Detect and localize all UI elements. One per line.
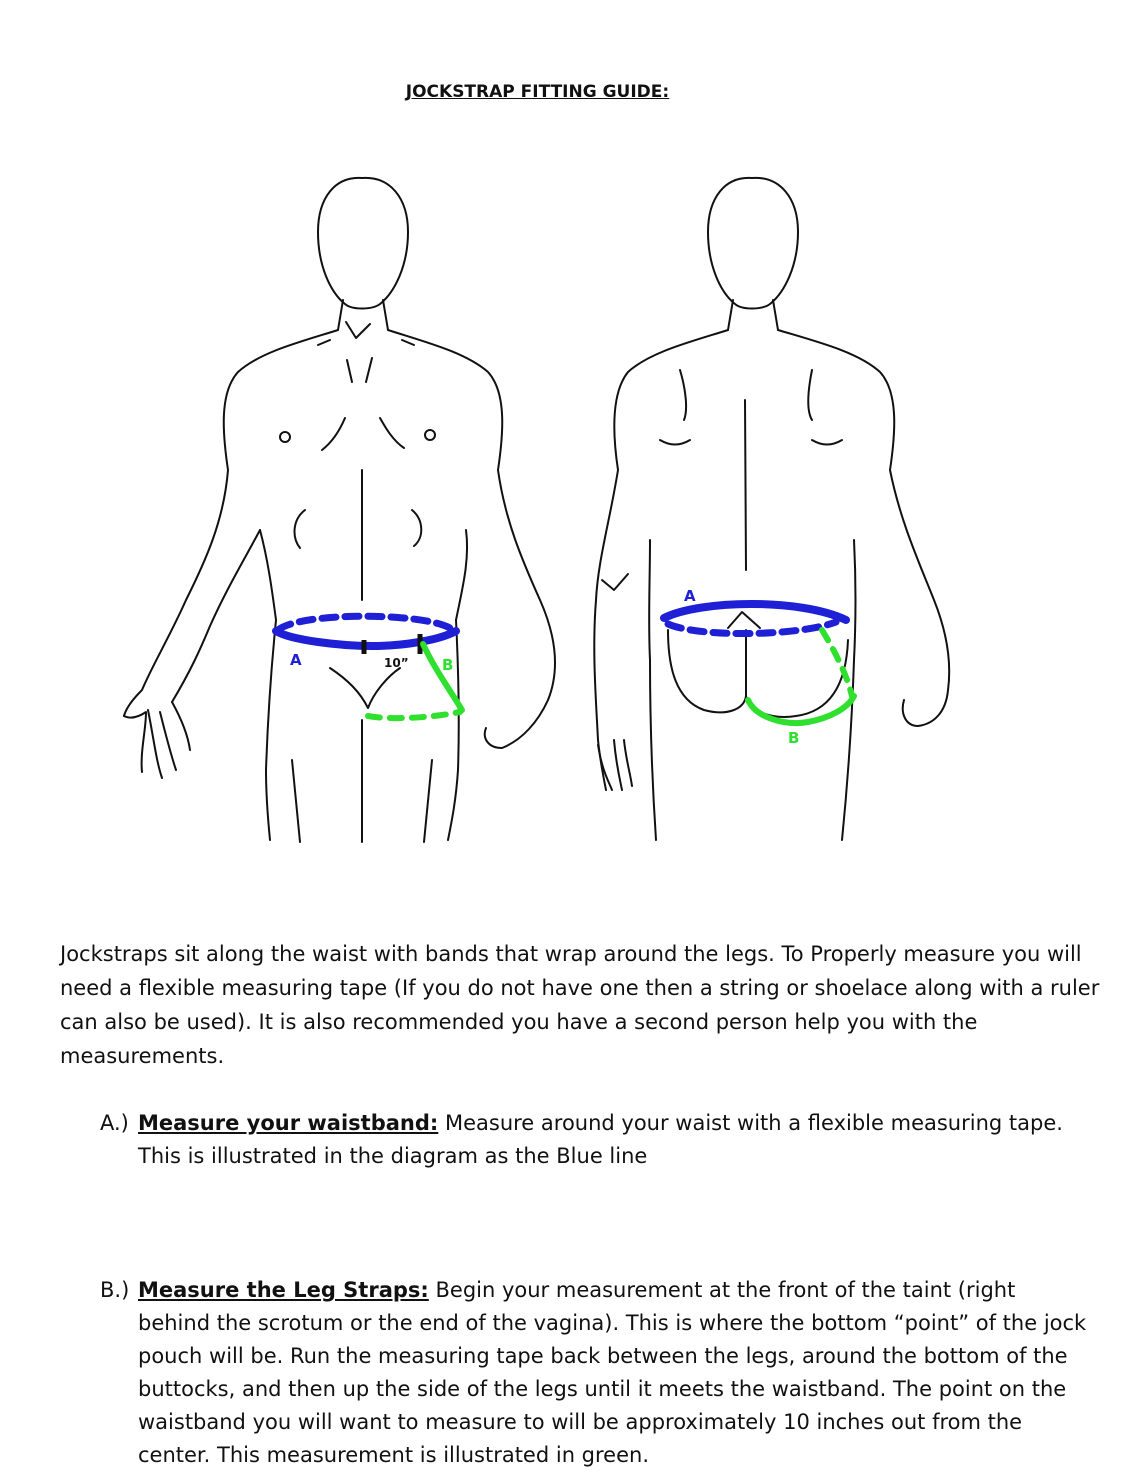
step-letter: A.) xyxy=(100,1111,129,1135)
fitting-diagram xyxy=(0,150,1125,850)
step-heading: Measure your waistband: xyxy=(138,1111,439,1135)
step-letter: B.) xyxy=(100,1278,130,1302)
front-measure-label: 10” xyxy=(384,656,409,670)
step-waistband xyxy=(100,1107,1090,1173)
step-text: Measure around your waist with a flexible measuring tape. This is illustrated in the diagram as the Blue line xyxy=(138,1111,1063,1168)
step-leg-straps xyxy=(100,1274,1090,1472)
back-body-outline xyxy=(594,178,949,840)
intro-paragraph: Jockstraps sit along the waist with bands that wrap around the legs. To Properly measure you will need a flexible measuring tape (If you do not have one then a string or shoelace along with a ruler can also be used). It is also recommended you have a second person help you with the measurements. xyxy=(60,942,1100,1068)
front-label-a: A xyxy=(290,651,302,669)
step-heading: Measure the Leg Straps: xyxy=(138,1278,429,1302)
back-leg-strap xyxy=(748,630,854,723)
page-title: JOCKSTRAP FITTING GUIDE: xyxy=(405,82,670,102)
step-text: Begin your measurement at the front of the taint (right behind the scrotum or the end of the vagina). This is where the bottom “point” of the jock pouch will be. Run the measuring tape back between the legs, around the bottom of the buttocks, and then up the side of the legs until it meets the waistband. The point on the waistband you will want to measure to will be approximately 10 inches out from the center. This measurement is illustrated in green. xyxy=(138,1278,1087,1467)
back-label-a: A xyxy=(684,587,696,605)
back-waist-line xyxy=(664,604,846,634)
front-label-b: B xyxy=(442,656,454,674)
front-waist-line xyxy=(276,616,456,654)
back-label-b: B xyxy=(788,729,800,747)
front-body-outline xyxy=(124,178,555,842)
